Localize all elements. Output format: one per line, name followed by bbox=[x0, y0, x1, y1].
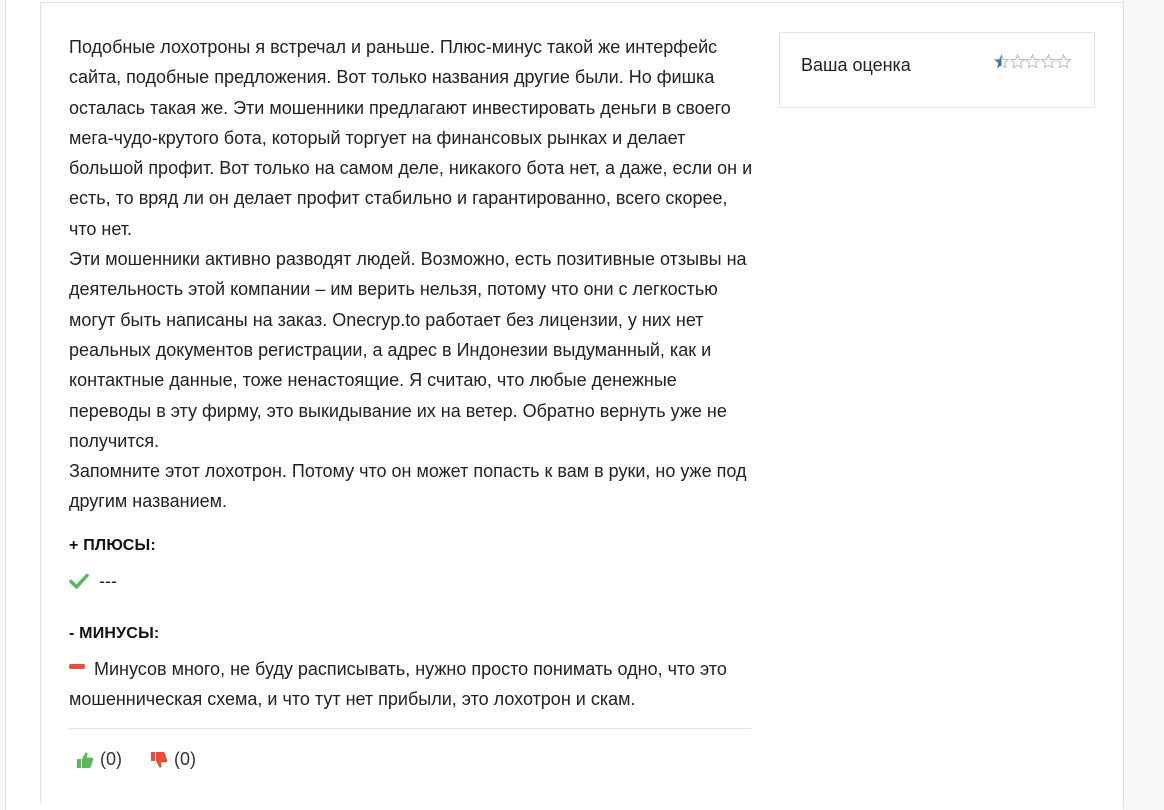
vote-bar bbox=[76, 749, 196, 770]
minus-icon bbox=[69, 664, 85, 669]
review-paragraph: Подобные лохотроны я встречал и раньше. Плюс-минус такой же интерфейс сайта, подобные предложения. Вот только названия другие были. Но фишка осталась такая же. Эти мошенники предлагают инвестировать деньги в своего мега-чудо-крутого бота, который торгует на финансовых рынках и делает большой профит. Вот только на самом деле, никакого бота нет, а даже, если он и есть, то вряд ли он делает профит стабильно и гарантированно, всего скорее, что нет. bbox=[69, 37, 753, 239]
star-icon[interactable] bbox=[1025, 54, 1040, 69]
review-text bbox=[69, 32, 759, 517]
review-paragraph: Запомните этот лохотрон. Потому что он может попасть к вам в руки, но уже под другим названием. bbox=[69, 461, 747, 512]
pros-title: + ПЛЮСЫ: bbox=[69, 537, 156, 554]
divider bbox=[69, 728, 751, 729]
review-paragraph: Эти мошенники активно разводят людей. Возможно, есть позитивные отзывы на деятельность этой компании – им верить нельзя, потому что они с легкостью могут быть написаны на заказ. Onecryp.to работает без лицензии, у них нет реальных документов регистрации, а адрес в Индонезии выдуманный, как и контактные данные, тоже ненастоящие. Я считаю, что любые денежные переводы в эту фирму, это выкидывание их на ветер. Обратно вернуть уже не получится. bbox=[69, 249, 747, 451]
check-icon bbox=[69, 572, 89, 590]
cons-item-text: Минусов много, не буду расписывать, нужно просто понимать одно, что это мошенническая схема, и что тут нет прибыли, это лохотрон и скам. bbox=[69, 659, 727, 710]
star-icon[interactable] bbox=[1010, 54, 1025, 69]
like-button[interactable] bbox=[76, 749, 122, 770]
like-count: (0) bbox=[100, 749, 122, 769]
star-rating[interactable] bbox=[994, 54, 1072, 69]
pros-item bbox=[69, 567, 117, 595]
dislike-count: (0) bbox=[174, 749, 196, 769]
star-icon[interactable] bbox=[994, 54, 1009, 69]
cons-item bbox=[69, 654, 759, 715]
dislike-button[interactable] bbox=[150, 749, 196, 770]
thumbs-up-icon bbox=[76, 751, 94, 769]
rating-label: Ваша оценка bbox=[801, 55, 911, 75]
star-icon[interactable] bbox=[1041, 54, 1056, 69]
star-icon[interactable] bbox=[1056, 54, 1071, 69]
rating-widget bbox=[779, 32, 1095, 108]
pros-item-text: --- bbox=[99, 571, 117, 591]
cons-title: - МИНУСЫ: bbox=[69, 625, 160, 642]
thumbs-down-icon bbox=[150, 751, 168, 769]
